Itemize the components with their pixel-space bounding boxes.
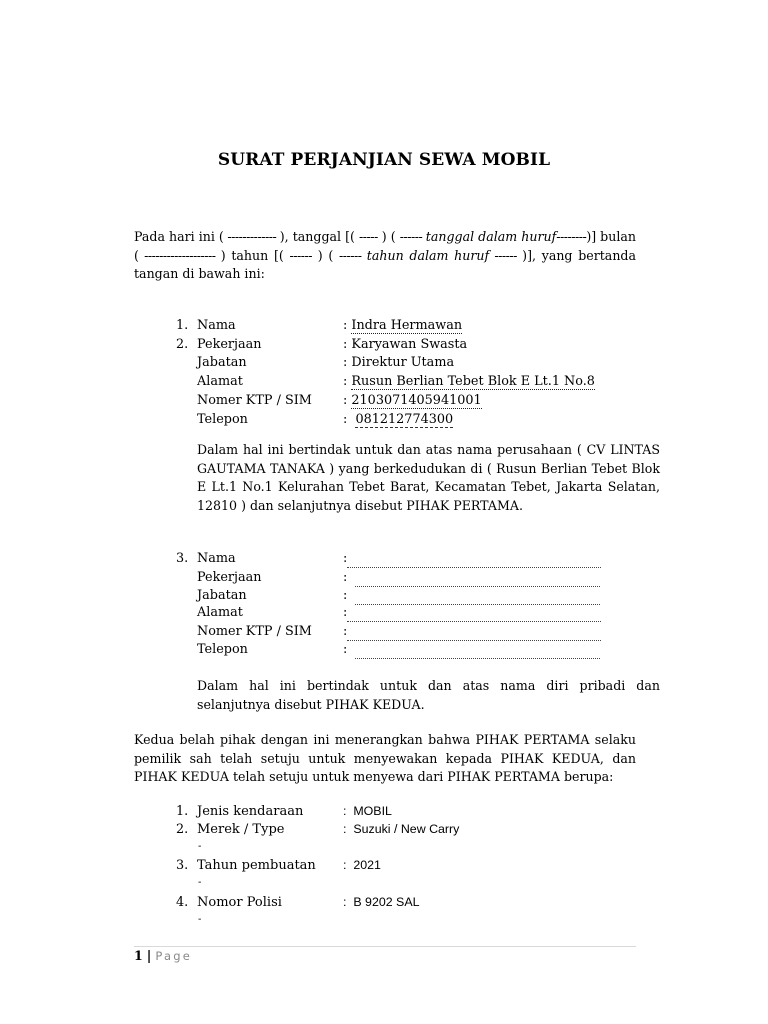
page-number: 1 bbox=[134, 948, 143, 963]
footer-divider bbox=[134, 946, 636, 947]
vehicle-year-mark: - bbox=[198, 877, 202, 888]
party-one-phone-value: 081212774300 bbox=[355, 412, 454, 427]
party-two-address-blank bbox=[347, 609, 601, 622]
page-footer: 1 | Page bbox=[134, 948, 193, 963]
party-two-name-blank bbox=[347, 555, 601, 568]
party-one-address-value: Rusun Berlian Tebet Blok E Lt.1 No.8 bbox=[351, 374, 595, 389]
role-pihak-pertama: PIHAK PERTAMA bbox=[406, 498, 519, 514]
party-one-job-value: Karyawan Swasta bbox=[351, 337, 468, 352]
party-one-name-value: Indra Hermawan bbox=[351, 318, 463, 333]
party-one-position-value: Direktur Utama bbox=[351, 355, 455, 370]
year-in-words-placeholder: tahun dalam huruf bbox=[366, 247, 490, 263]
date-in-words-placeholder: tanggal dalam huruf bbox=[425, 229, 557, 244]
vehicle-plate-value: B 9202 SAL bbox=[353, 895, 420, 909]
vehicle-brand-mark: - bbox=[198, 841, 202, 852]
role-pihak-kedua: PIHAK KEDUA bbox=[325, 696, 421, 712]
vehicle-year-value: 2021 bbox=[353, 858, 381, 872]
page-label: Page bbox=[155, 949, 193, 963]
opening-paragraph: Pada hari ini ( ------------- ), tanggal [( ----- ) ( ------ tanggal dalam huruf--------)] bulan ( ------------------- ) tahun [( ------ ) ( ------ tahun dalam huruf ------ )], yang bertanda tangan di bawah ini: bbox=[134, 229, 636, 282]
party-one-statement: Dalam hal ini bertindak untuk dan atas nama perusahaan ( CV LINTAS GAUTAMA TANAKA ) yang berkedudukan di ( Rusun Berlian Tebet Blok E Lt.1 No.1 Kelurahan Tebet Barat, Kecamatan Tebet, Jakarta Selatan, 12810 ) dan selanjutnya disebut PIHAK PERTAMA. bbox=[197, 442, 660, 514]
agreement-paragraph: Kedua belah pihak dengan ini menerangkan bahwa PIHAK PERTAMA selaku pemilik sah telah setuju untuk menyewakan kepada PIHAK KEDUA, dan PIHAK KEDUA telah setuju untuk menyewa dari PIHAK PERTAMA berupa: bbox=[134, 732, 636, 785]
document-title: SURAT PERJANJIAN SEWA MOBIL bbox=[217, 150, 551, 170]
vehicle-plate-mark: - bbox=[198, 914, 202, 925]
vehicle-brand-value: Suzuki / New Carry bbox=[353, 822, 460, 836]
party-two-statement: Dalam hal ini bertindak untuk dan atas nama diri pribadi dan selanjutnya disebut PIHAK KEDUA. bbox=[197, 678, 660, 712]
party-one-id-value: 2103071405941001 bbox=[351, 393, 482, 408]
party-two-phone-blank bbox=[355, 646, 600, 659]
vehicle-type-value: MOBIL bbox=[353, 804, 392, 818]
